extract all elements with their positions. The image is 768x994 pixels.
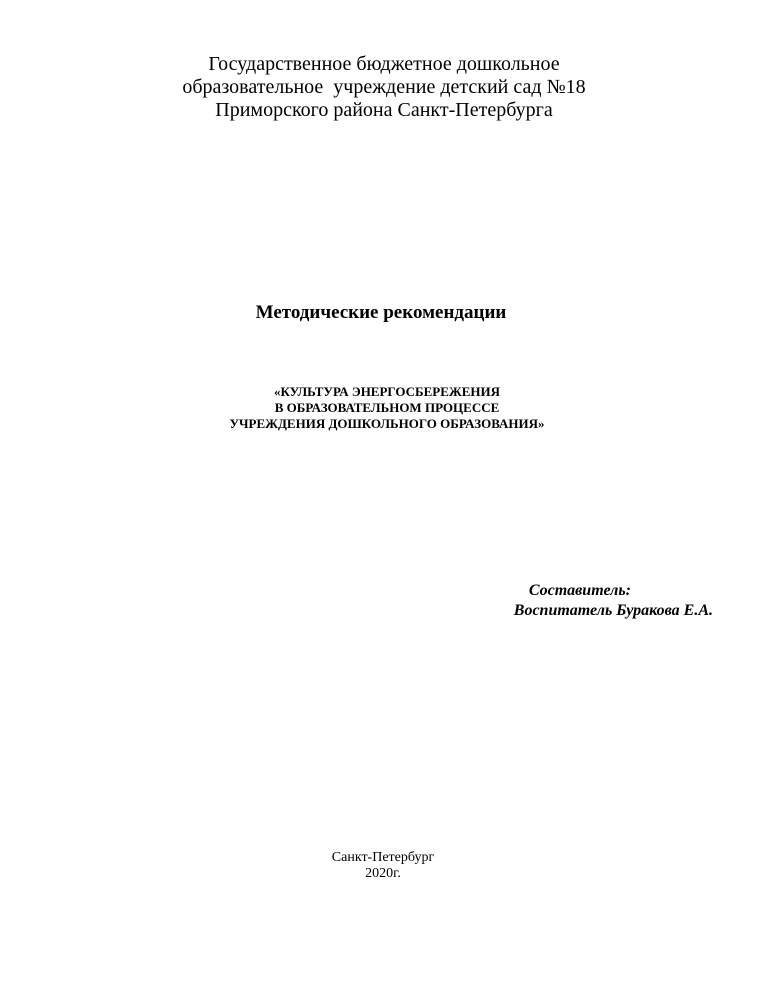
compiler-block [514, 581, 713, 621]
document-title-line-1: «КУЛЬТУРА ЭНЕРГОСБЕРЕЖЕНИЯ [273, 384, 501, 399]
document-title-line-2: В ОБРАЗОВАТЕЛЬНОМ ПРОЦЕССЕ [274, 400, 500, 415]
organization-header [0, 53, 768, 122]
publication-year: 2020г. [365, 866, 401, 881]
document-title-line-3: УЧРЕЖДЕНИЯ ДОШКОЛЬНОГО ОБРАЗОВАНИЯ» [229, 416, 545, 431]
organization-line-1: Государственное бюджетное дошкольное [208, 53, 560, 75]
document-type-text: Методические рекомендации [255, 302, 507, 323]
publication-city: Санкт-Петербург [331, 850, 435, 865]
compiler-name: Воспитатель Буракова Е.А. [513, 602, 713, 619]
organization-line-2: образовательное учреждение детский сад №18 [182, 76, 586, 98]
organization-line-3: Приморского района Санкт-Петербурга [215, 99, 553, 121]
document-type-heading [0, 302, 768, 324]
compiler-label: Составитель: [528, 582, 631, 599]
publication-footer [0, 850, 768, 882]
document-title [0, 384, 768, 432]
